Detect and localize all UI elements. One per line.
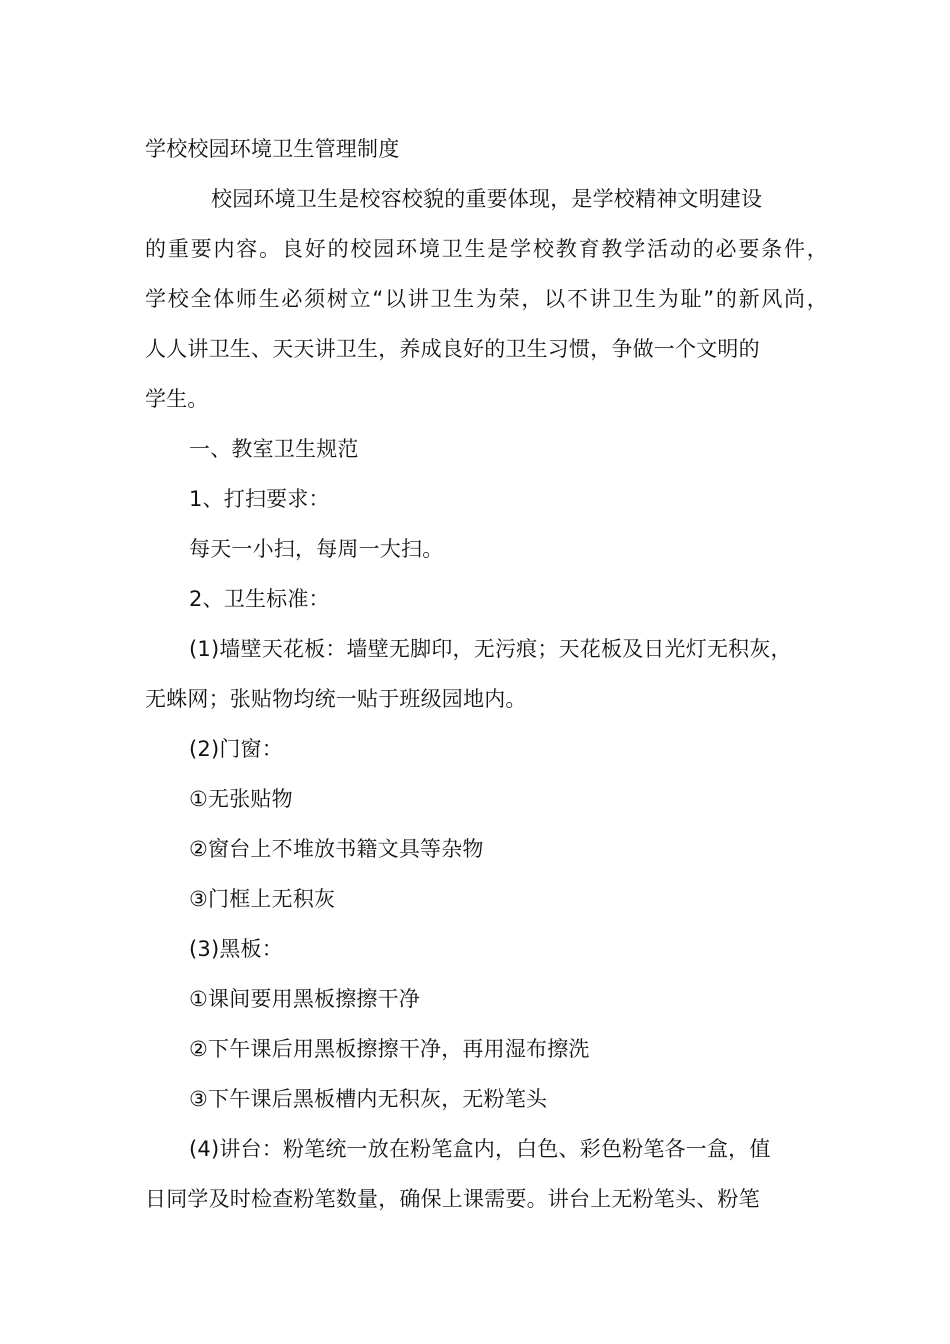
document-title: 学校校园环境卫生管理制度 [145, 137, 400, 161]
list-item: ②窗台上不堆放书籍文具等杂物 [189, 837, 484, 861]
paragraph-line: 学校全体师生必须树立“以讲卫生为荣，以不讲卫生为耻”的新风尚， [145, 287, 828, 311]
subsection-heading: 1、打扫要求： [189, 487, 330, 511]
list-item: ①无张贴物 [189, 787, 293, 811]
paragraph-line: 无蛛网；张贴物均统一贴于班级园地内。 [145, 687, 527, 711]
paragraph-line: 校园环境卫生是校容校貌的重要体现，是学校精神文明建设 [211, 187, 763, 211]
list-item: ③下午课后黑板槽内无积灰，无粉笔头 [189, 1087, 548, 1111]
paragraph-line: (4)讲台：粉笔统一放在粉笔盒内，白色、彩色粉笔各一盒，值 [189, 1137, 771, 1161]
section-heading: 一、教室卫生规范 [189, 437, 359, 461]
paragraph-line: 每天一小扫，每周一大扫。 [189, 537, 444, 561]
paragraph-line: 学生。 [145, 387, 209, 411]
paragraph-line: (1)墙壁天花板：墙壁无脚印，无污痕；天花板及日光灯无积灰， [189, 637, 792, 661]
item-heading: (3)黑板： [189, 937, 283, 961]
subsection-heading: 2、卫生标准： [189, 587, 330, 611]
list-item: ①课间要用黑板擦擦干净 [189, 987, 421, 1011]
paragraph-line: 人人讲卫生、天天讲卫生，养成良好的卫生习惯，争做一个文明的 [145, 337, 760, 361]
list-item: ③门框上无积灰 [189, 887, 336, 911]
paragraph-line: 的重要内容。良好的校园环境卫生是学校教育教学活动的必要条件， [145, 237, 828, 261]
paragraph-line: 日同学及时检查粉笔数量，确保上课需要。讲台上无粉笔头、粉笔 [145, 1187, 760, 1211]
item-heading: (2)门窗： [189, 737, 283, 761]
list-item: ②下午课后用黑板擦擦干净，再用湿布擦洗 [189, 1037, 590, 1061]
